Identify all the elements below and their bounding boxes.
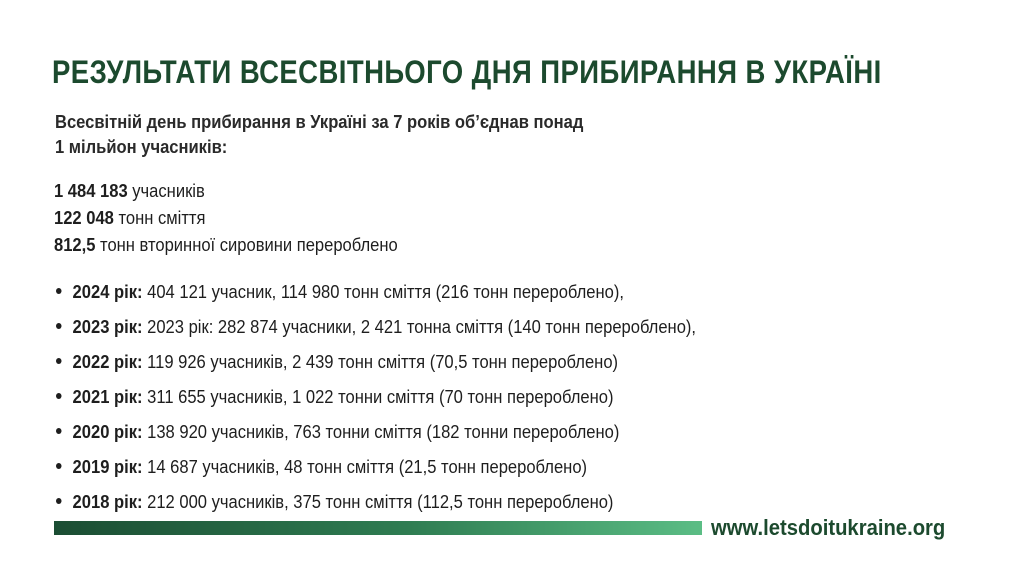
year-label: 2021 рік: <box>72 387 143 407</box>
year-text: 119 926 учасників, 2 439 тонн сміття (70,5 тонн перероблено) <box>147 352 619 372</box>
website-link[interactable]: www.letsdoitukraine.org <box>711 515 946 540</box>
year-text: 311 655 учасників, 1 022 тонни сміття (70 тонн перероблено) <box>147 387 614 407</box>
list-item <box>56 310 696 345</box>
yearly-results-list <box>56 275 696 520</box>
year-text: 14 687 учасників, 48 тонн сміття (21,5 тонн перероблено) <box>147 457 588 477</box>
bullet-icon <box>56 288 62 294</box>
total-waste <box>54 205 398 232</box>
year-label: 2019 рік: <box>72 457 143 477</box>
total-value: 1 484 183 <box>54 181 128 201</box>
total-unit: тонн вторинної сировини перероблено <box>95 235 398 255</box>
list-item <box>56 345 696 380</box>
bullet-icon <box>56 428 62 434</box>
total-unit: тонн сміття <box>113 208 206 228</box>
year-label: 2024 рік: <box>72 282 143 302</box>
intro-line-1: Всесвітній день прибирання в Україні за 7 років об’єднав понад <box>55 112 584 132</box>
year-text: 212 000 учасників, 375 тонн сміття (112,5 тонн перероблено) <box>147 492 614 512</box>
list-item <box>56 275 696 310</box>
list-item <box>56 380 696 415</box>
intro-paragraph <box>55 110 583 160</box>
total-recycled <box>54 232 398 259</box>
total-unit: учасників <box>127 181 205 201</box>
bullet-icon <box>56 498 62 504</box>
year-text: 138 920 учасників, 763 тонни сміття (182 тонни перероблено) <box>147 422 620 442</box>
bullet-icon <box>56 393 62 399</box>
total-participants <box>54 178 398 205</box>
bullet-icon <box>56 358 62 364</box>
footer-gradient-bar <box>54 521 702 535</box>
year-label: 2023 рік: <box>72 317 143 337</box>
total-value: 812,5 <box>54 235 96 255</box>
year-label: 2020 рік: <box>72 422 143 442</box>
year-text: 404 121 учасник, 114 980 тонн сміття (216 тонн перероблено), <box>147 282 624 302</box>
bullet-icon <box>56 463 62 469</box>
intro-line-2: 1 мільйон учасників: <box>55 137 228 157</box>
list-item <box>56 485 696 520</box>
list-item <box>56 415 696 450</box>
bullet-icon <box>56 323 62 329</box>
totals-list <box>54 178 398 259</box>
list-item <box>56 450 696 485</box>
year-text: 2023 рік: 282 874 учасники, 2 421 тонна сміття (140 тонн перероблено), <box>147 317 697 337</box>
total-value: 122 048 <box>54 208 114 228</box>
page-title: РЕЗУЛЬТАТИ ВСЕСВІТНЬОГО ДНЯ ПРИБИРАННЯ В УКРАЇНІ <box>52 54 882 90</box>
year-label: 2018 рік: <box>72 492 143 512</box>
year-label: 2022 рік: <box>72 352 143 372</box>
